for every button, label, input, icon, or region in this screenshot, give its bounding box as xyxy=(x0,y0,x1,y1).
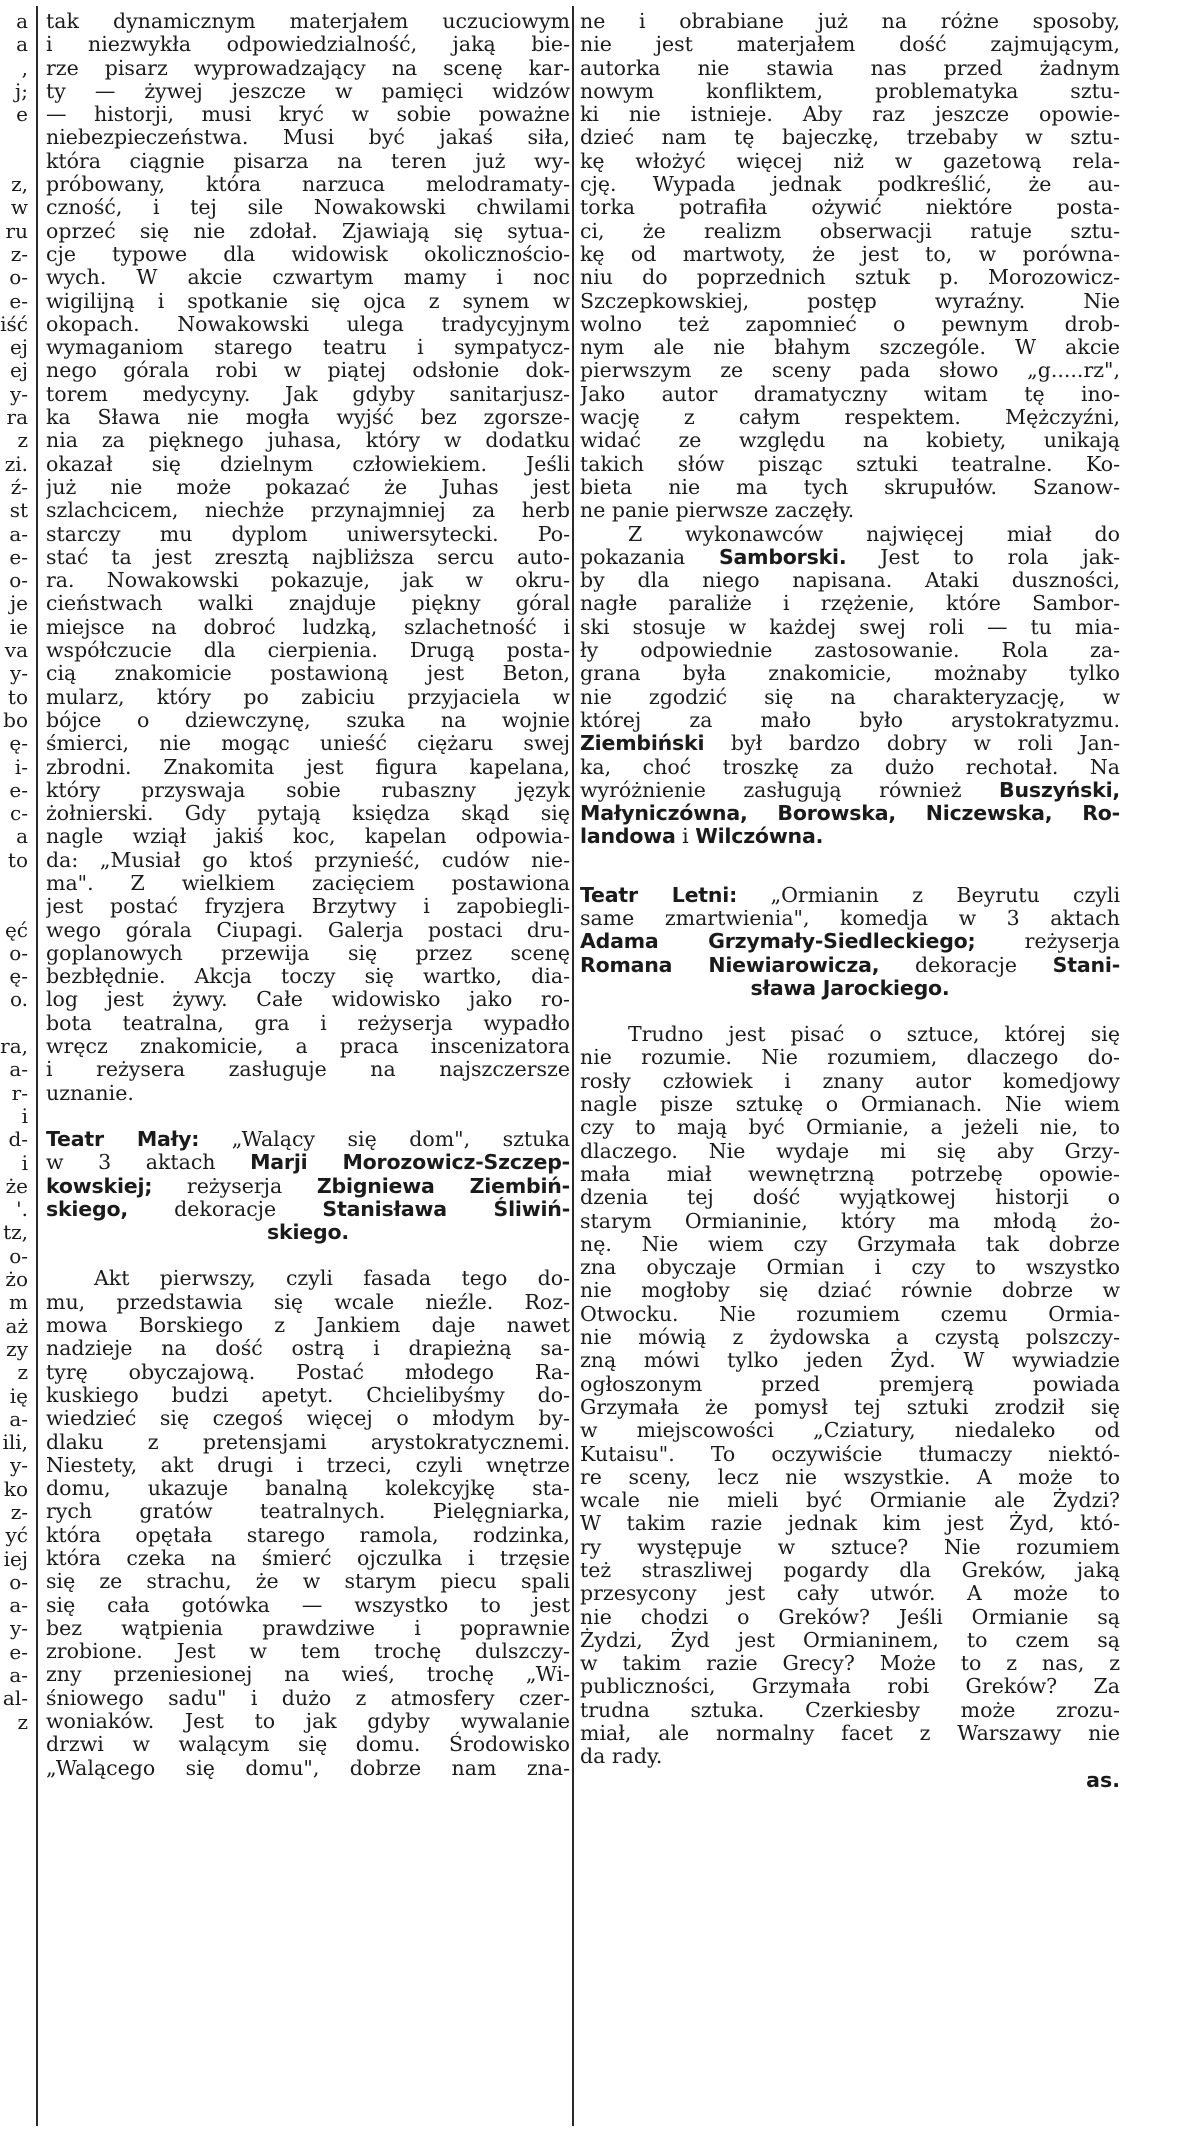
text-line: stać ta jest zresztą najbliższa sercu auto- xyxy=(46,544,570,569)
text-line: torem medycyny. Jak gdyby sanitarjusz- xyxy=(46,381,570,406)
fragment-line: a xyxy=(16,10,28,33)
teatr-letni-heading: Teatr Letni: „Ormianin z Beyrutu czyli same zmartwienia", komedja w 3 aktach Adama Grzymały-Siedleckiego; reżyserja Romana Niewiarowicza, dekoracje Stani- sława Jarockiego. xyxy=(580,882,1120,1000)
fragment-line: ę- xyxy=(9,731,28,756)
text-line: bójce o dziewczynę, szuka na wojnie xyxy=(46,707,570,732)
text-line: publiczności, Grzymała robi Greków? Za xyxy=(580,1674,1120,1699)
spacer xyxy=(580,849,1120,872)
text-line: „Walącego się domu", dobrze nam zna- xyxy=(46,1755,570,1780)
text-line: starym Ormianinie, który ma młodą żo- xyxy=(580,1208,1120,1233)
fragment-line: ko xyxy=(3,1476,28,1501)
text-line: da rady. xyxy=(580,1744,663,1769)
text-line: która opętała starego ramola, rodzinka, xyxy=(46,1522,570,1547)
text-line: przesycony jest cały utwór. A może to xyxy=(580,1581,1120,1606)
text-line: autorka nie stawia nas przed żadnym xyxy=(580,55,1120,80)
fragment-line: z- xyxy=(10,241,28,266)
text-line: Otwocku. Nie rozumiem czemu Ormia- xyxy=(580,1301,1120,1326)
fragment-line: c- xyxy=(10,801,28,826)
fragment-line: e- xyxy=(9,544,28,569)
review-walacy-sie-dom xyxy=(46,1267,570,1780)
fragment-line: a xyxy=(16,824,28,849)
fragment-line: o- xyxy=(9,265,28,290)
right-column xyxy=(580,10,1120,1792)
text-line: współczucie dla cierpienia. Drugą posta- xyxy=(46,638,570,663)
text-line: śmierci, nie mogąc unieść ciężaru swej xyxy=(46,731,570,756)
text-line: starczy mu dyplom uniwersytecki. Po- xyxy=(46,521,570,546)
text-line: zna obyczaje Ormian i czy to wszystko xyxy=(580,1255,1120,1280)
fragment-line: iść xyxy=(0,311,28,336)
text-line: się cała gotówka — wszystko to jest xyxy=(46,1592,570,1617)
text-line: ty — żywej jeszcze w pamięci widzów xyxy=(46,78,570,103)
text-line: Szczepkowskiej, postęp wyraźny. Nie xyxy=(580,288,1120,313)
text-line: Jako autor dramatyczny witam tę ino- xyxy=(580,381,1120,406)
fragment-line: ej xyxy=(9,358,28,383)
fragment-line: i- xyxy=(14,754,28,779)
text-line: nym ale nie błahym szczególe. W akcie xyxy=(580,335,1120,360)
text-line: która czeka na śmierć ojczulka i trzęsie xyxy=(46,1546,570,1570)
text-line: która ciągnie pisarza na teren już wy- xyxy=(46,148,570,173)
text-line: ra. Nowakowski pokazuje, jak w okru- xyxy=(46,568,570,593)
text-line: śniowego sadu" i dużo z atmosfery czer- xyxy=(46,1685,570,1710)
text-line: rze pisarz wyprowadzający na scenę kar- xyxy=(46,55,570,80)
text-line: ły odpowiednie zastosowanie. Rola za- xyxy=(580,638,1120,663)
fragment-line: a- xyxy=(9,1663,28,1688)
text-line: wolno też zapomnieć o pewnym drob- xyxy=(580,311,1120,336)
fragment-line: o- xyxy=(9,568,28,593)
fragment-line: a- xyxy=(9,1057,28,1082)
fragment-line: ęć xyxy=(4,917,28,942)
text-line: i niezwykła odpowiedzialność, jaką bie- xyxy=(46,32,570,57)
fragment-line: iej xyxy=(3,1546,28,1571)
text-line: mu, przedstawia się wcale nieźle. Roz- xyxy=(46,1289,570,1314)
text-line: woniaków. Jest to jak gdyby wywalanie xyxy=(46,1709,570,1734)
fragment-line: o- xyxy=(9,1243,28,1268)
fragment-line: tz, xyxy=(3,1220,28,1245)
text-line: kę włożyć więcej niż w gazetową rela- xyxy=(580,148,1120,173)
fragment-line: yć xyxy=(5,1523,28,1548)
spacer xyxy=(46,1244,570,1267)
text-line: nie zgodzić się na charakteryzację, w xyxy=(580,684,1120,709)
fragment-line: st xyxy=(9,498,28,523)
text-line: nie jest materjałem dość zajmującym, xyxy=(580,32,1120,57)
text-line: bezbłędnie. Akcja toczy się wartko, dia- xyxy=(46,964,570,989)
text-line: dzieć nam tę bajeczkę, trzebaby w sztu- xyxy=(580,125,1120,150)
fragment-line: i xyxy=(21,1103,28,1128)
fragment-line: j; xyxy=(15,78,28,103)
fragment-line: ili, xyxy=(2,1430,28,1455)
text-line: pierwszym ze sceny pada słowo „g.....rz", xyxy=(580,358,1120,383)
fragment-line: va xyxy=(4,638,28,663)
text-line: nia za pięknego juhasa, który w dodatku xyxy=(46,428,570,453)
text-line: bieta nie ma tych skrupułów. Szanow- xyxy=(580,474,1120,499)
spacer xyxy=(46,1105,570,1128)
review-ormianin-z-beyrutu xyxy=(580,1023,1120,1769)
text-line: już nie może pokazać że Juhas jest xyxy=(46,474,570,499)
text-line: rosły człowiek i znany autor komedjowy xyxy=(580,1068,1120,1093)
text-line: okopach. Nowakowski ulega tradycyjnym xyxy=(46,311,570,336)
text-line: kuskiego budzi apetyt. Chcielibyśmy do- xyxy=(46,1382,570,1407)
fragment-line: o- xyxy=(9,1569,28,1594)
teatr-maly-heading: Teatr Mały: „Walący się dom", sztuka w 3 aktach Marji Morozowicz-Szczep- kowskiej; reżyserja Zbigniewa Ziembiń- skiego, dekoracje Stanisława Śliwiń- skiego. xyxy=(46,1126,570,1245)
text-line: Żydzi, Żyd jest Ormianinem, to czem są xyxy=(580,1627,1120,1652)
text-line: trudna sztuka. Czerkiesby może zrozu- xyxy=(580,1697,1120,1722)
text-line: zbrodni. Znakomita jest figura kapelana, xyxy=(46,754,570,779)
fragment-line: w xyxy=(10,195,28,220)
fragment-line: a- xyxy=(9,521,28,546)
text-line: tyrę obyczajową. Postać młodego Ra- xyxy=(46,1359,570,1384)
text-line: i reżysera zasługuje na najszczersze xyxy=(46,1057,570,1082)
text-line: nie mogłoby się dziać równie dobrze w xyxy=(580,1278,1120,1303)
text-line: próbowany, która narzuca melodramaty- xyxy=(46,172,570,197)
text-line: mała miał wewnętrzną potrzebę opowie- xyxy=(580,1161,1120,1186)
fragment-line: zy xyxy=(6,1336,28,1361)
fragment-line: e- xyxy=(9,777,28,802)
text-line: dlaczego. Nie wydaje mi się aby Grzy- xyxy=(580,1138,1120,1163)
text-line: nadzieje na dość ostrą i drapieżną sa- xyxy=(46,1336,570,1361)
fragment-line: m xyxy=(9,1290,28,1315)
fragment-line: o. xyxy=(9,987,28,1012)
text-line: miejsce na dobroć ludzką, szlachetność i xyxy=(46,614,570,639)
fragment-line: z- xyxy=(10,1500,28,1524)
fragment-line: ź- xyxy=(10,474,28,499)
fragment-line xyxy=(0,872,28,895)
text-line: żołnierski. Gdy pytają księdza skąd się xyxy=(46,801,570,826)
text-line: torka potrafiła ożywić niektóre posta- xyxy=(580,195,1120,220)
text-line: Akt pierwszy, czyli fasada tego do- xyxy=(94,1266,570,1291)
fragment-line: ę- xyxy=(9,964,28,989)
text-line: bez wątpienia prawdziwe i poprawnie xyxy=(46,1615,570,1640)
text-line: niu do poprzednich sztuk p. Morozowicz- xyxy=(580,265,1120,290)
text-line: ogłoszonym przed premjerą powiada xyxy=(580,1371,1120,1396)
text-line: jest postać fryzjera Brzytwy i zapobiegli- xyxy=(46,894,570,919)
fragment-line: z, xyxy=(11,172,28,197)
cast-paragraph: Z wykonawców najwięcej miał do pokazania Samborski. Jest to rola jak- by dla niego napisana. Ataki duszności, nagłe paraliże i rzężenie, które Sambor- ski stosuje w każdej swej roli — tu mia- ły odpowiednie zastosowanie. Rola za- grana była znakomicie, możnaby tylko nie zgodzić się na charakteryzację, w której za mało było arystokratyzmu. Ziembiński był bardzo dobry w roli Jan- ka, choć troszkę za dużo rechotał. Na wyróżnienie zasługują również Buszyński, Małyniczówna, Borowska, Niczewska, Ro- landowa i Wilczówna. xyxy=(580,521,1120,849)
text-line: ma". Z wielkiem zacięciem postawiona xyxy=(46,870,570,895)
fragment-line: ru xyxy=(5,218,28,243)
text-line: cję. Wypada jednak podkreślić, że au- xyxy=(580,172,1120,197)
text-line: zną mówi tylko jeden Żyd. W wywiadzie xyxy=(580,1348,1120,1373)
text-line: zrobione. Jest w tem trochę dulszczy- xyxy=(46,1639,570,1664)
text-line: ne panie pierwsze zaczęły. xyxy=(580,498,855,523)
author-signature: as. xyxy=(1086,1767,1120,1792)
fragment-line: al- xyxy=(2,1686,28,1711)
text-line: wręcz znakomicie, a praca inscenizatora xyxy=(46,1034,570,1059)
fragment-line: zi. xyxy=(4,451,28,476)
text-line: nie mówią z żydowska a czystą polszczy- xyxy=(580,1325,1120,1350)
text-line: mowa Borskiego z Jankiem daje nawet xyxy=(46,1313,570,1338)
fragment-line: aż xyxy=(5,1313,28,1338)
fragment-line: to xyxy=(7,684,28,709)
text-line: dlaku z pretensjami arystokratycznemi. xyxy=(46,1429,570,1454)
fragment-line xyxy=(0,895,28,918)
text-line: uznanie. xyxy=(46,1080,134,1105)
text-line: cią znakomicie postawioną jest Beton, xyxy=(46,661,570,686)
text-line: nagłe paraliże i rzężenie, które Sambor- xyxy=(580,591,1120,616)
fragment-line: e xyxy=(16,102,28,127)
fragment-line: e- xyxy=(9,288,28,313)
text-line: by dla niego napisana. Ataki duszności, xyxy=(580,568,1120,593)
text-line: ka Sława nie mogła wyjść bez zgorsze- xyxy=(46,405,570,430)
fragment-line: ie xyxy=(9,614,28,639)
text-line: wiedzieć się czegoś więcej o młodym by- xyxy=(46,1406,570,1431)
text-line: W takim razie jednak kim jest Żyd, któ- xyxy=(580,1511,1120,1536)
column-divider-right xyxy=(572,6,574,2126)
fragment-line: żo xyxy=(5,1267,28,1292)
fragment-line: a xyxy=(16,32,28,57)
column-divider-left xyxy=(36,6,38,2126)
fragment-line: to xyxy=(7,847,28,872)
text-line: log jest żywy. Całe widowisko jako ro- xyxy=(46,987,570,1012)
fragment-line: e- xyxy=(9,1639,28,1664)
text-line: w takim razie Grecy? Może to z nas, z xyxy=(580,1651,1120,1676)
fragment-line: r- xyxy=(11,1080,28,1105)
text-line: rych gratów teatralnych. Pielęgniarka, xyxy=(46,1499,570,1524)
fragment-line: a- xyxy=(9,1593,28,1618)
review-nowakowski-continuation xyxy=(46,10,570,1105)
text-line: nie chodzi o Greków? Jeśli Ormianie są xyxy=(580,1604,1120,1629)
text-line: kę od martwoty, że jest to, w porówna- xyxy=(580,241,1120,266)
text-line: takich słów pisząc sztuki teatralne. Ko- xyxy=(580,451,1120,476)
fragment-line: y- xyxy=(9,661,28,686)
fragment-line: że xyxy=(5,1173,28,1198)
text-line: też straszliwej pogardy dla Greków, jaką xyxy=(580,1558,1120,1582)
text-line: re sceny, lecz nie wszystkie. A może to xyxy=(580,1464,1120,1489)
text-line: Trudno jest pisać o sztuce, której się xyxy=(628,1022,1120,1047)
fragment-line: '. xyxy=(16,1197,28,1222)
text-line: dzenia tej dość wyjątkowej historji o xyxy=(580,1185,1120,1210)
text-line: nie rozumie. Nie rozumiem, dlaczego do- xyxy=(580,1045,1120,1070)
fragment-line: ra, xyxy=(0,1034,28,1059)
text-line: której za mało było arystokratyzmu. xyxy=(580,707,1120,732)
fragment-line: bo xyxy=(3,707,28,732)
text-line: wych. W akcie czwartym mamy i noc xyxy=(46,265,570,290)
text-line: nagle wziął jakiś koc, kapelan odpowia- xyxy=(46,824,570,849)
fragment-line: je xyxy=(9,591,28,616)
spacer xyxy=(580,1000,1120,1023)
fragment-line: ra xyxy=(6,405,28,430)
fragment-line: z xyxy=(17,1360,28,1385)
text-line: niebezpieczeństwa. Musi być jakaś siła, xyxy=(46,125,570,150)
fragment-line: z xyxy=(17,1709,28,1734)
fragment-line: o- xyxy=(9,940,28,965)
text-line: ci, że realizm obserwacji ratuje sztu- xyxy=(580,218,1120,243)
text-line: nagle pisze sztukę o Ormianach. Nie wiem xyxy=(580,1092,1120,1117)
fragment-line: ej xyxy=(9,335,28,360)
text-line: wcale nie mieli być Ormianie ale Żydzi? xyxy=(580,1488,1120,1513)
fragment-line: d- xyxy=(8,1127,28,1152)
fragment-line: y- xyxy=(9,1616,28,1641)
text-line: ry występuje w sztuce? Nie rozumiem xyxy=(580,1534,1120,1559)
fragment-line: ię xyxy=(9,1383,28,1408)
middle-column xyxy=(46,10,570,1780)
fragment-line xyxy=(0,1012,28,1035)
text-line: Kutaisu". To oczywiście tłumaczy niektó- xyxy=(580,1441,1120,1466)
text-line: czy to mają być Ormianie, a jeżeli nie, to xyxy=(580,1115,1120,1140)
fragment-line: i xyxy=(21,1150,28,1175)
text-line: się ze strachu, że w starym piecu spali xyxy=(46,1569,570,1594)
text-line: ne i obrabiane już na różne sposoby, xyxy=(580,10,1120,33)
fragment-line: a- xyxy=(9,1406,28,1431)
text-line: czność, i tej sile Nowakowski chwilami xyxy=(46,195,570,220)
text-line: okazał się dzielnym człowiekiem. Jeśli xyxy=(46,451,570,476)
text-line: który przyswaja sobie rubaszny język xyxy=(46,777,570,802)
text-line: goplanowych przewija się przez scenę xyxy=(46,940,570,965)
text-line: widać ze względu na kobiety, unikają xyxy=(580,428,1120,453)
text-line: mularz, który po zabiciu przyjaciela w xyxy=(46,684,570,709)
text-line: da: „Musiał go ktoś przynieść, cudów nie- xyxy=(46,847,570,872)
left-column-fragment xyxy=(0,10,28,1734)
text-line: wigilijną i spotkanie się ojca z synem w xyxy=(46,288,570,313)
text-line: nowym konfliktem, problematyka sztu- xyxy=(580,78,1120,103)
text-line: miał, ale normalny facet z Warszawy nie xyxy=(580,1721,1120,1746)
text-line: w miejscowości „Cziatury, niedaleko od xyxy=(580,1418,1120,1443)
text-line: cje typowe dla widowisk okolicznościo- xyxy=(46,241,570,266)
text-line: wację z całym respektem. Mężczyźni, xyxy=(580,405,1120,430)
text-line: nego górala robi w piątej odsłonie dok- xyxy=(46,358,570,383)
text-line: wego górala Ciupagi. Galerja postaci dru- xyxy=(46,917,570,942)
text-line: oprzeć się nie zdołał. Zjawiają się sytua- xyxy=(46,218,570,243)
text-line: zny przeniesionej na wieś, trochę „Wi- xyxy=(46,1662,570,1687)
fragment-line: y- xyxy=(9,1453,28,1478)
text-line: Niestety, akt drugi i trzeci, czyli wnętrze xyxy=(46,1452,570,1477)
text-line: ski stosuje w każdej swej roli — tu mia- xyxy=(580,614,1120,639)
text-line: drzwi w walącym się domu. Środowisko xyxy=(46,1732,570,1757)
text-line: bota teatralna, gra i reżyserja wypadło xyxy=(46,1010,570,1035)
fragment-line: , xyxy=(21,55,28,80)
text-line: tak dynamicznym materjałem uczuciowym xyxy=(46,10,570,33)
text-line: Grzymała że pomysł tej sztuki zrodził się xyxy=(580,1394,1120,1419)
text-line: cieństwach walki znajduje piękny góral xyxy=(46,591,570,616)
text-line: nę. Nie wiem czy Grzymała tak dobrze xyxy=(580,1231,1120,1256)
text-line: — historji, musi kryć w sobie poważne xyxy=(46,102,570,127)
text-line: ki nie istnieje. Aby raz jeszcze opowie- xyxy=(580,102,1120,127)
text-line: wymaganiom starego teatru i sympatycz- xyxy=(46,335,570,360)
fragment-line: z xyxy=(17,428,28,453)
text-line: grana była znakomicie, możnaby tylko xyxy=(580,661,1120,686)
text-line: szlachcicem, niechże przynajmniej za herb xyxy=(46,498,570,523)
review-walacy-sie-dom-continuation xyxy=(580,10,1120,523)
fragment-line: y- xyxy=(9,381,28,406)
text-line: domu, ukazuje banalną kolekcyjkę sta- xyxy=(46,1476,570,1501)
fragment-line xyxy=(0,150,28,173)
fragment-line xyxy=(0,126,28,149)
